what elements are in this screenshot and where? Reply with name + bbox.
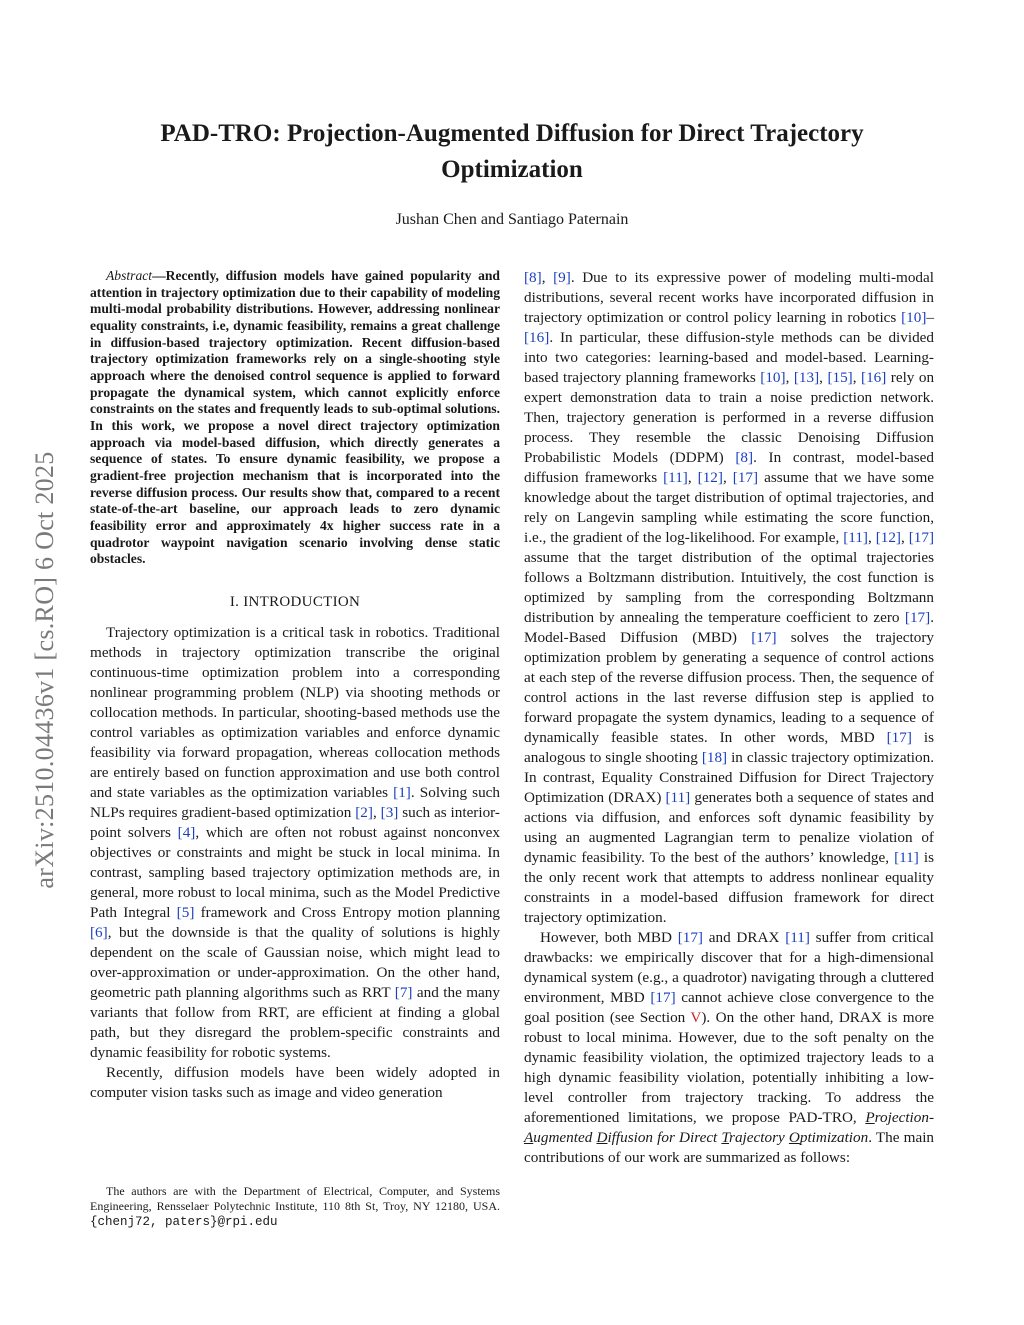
citation-link[interactable]: [13] [793,369,820,386]
paragraph-text: Trajectory optimization is a critical task in robotics. Traditional methods in trajectory optimization transcribe the original continuous-time optimization problem into a corresponding nonlinear programming problem (NLP) via shooting methods or collocation methods. In particular, shooting-based methods use the control variables as optimization variables and enforce dynamic feasibility via forward propagation, whereas collocation methods are entirely based on function approximation and use both control and state variables as the optimization variables [90,623,500,801]
paragraph-text: and DRAX [703,929,786,946]
citation-link[interactable]: [9] [553,269,571,286]
paragraph-text: cannot achieve close convergence to the goal position (see Section [524,989,934,1026]
paragraph-text: is the only recent work that attempts to address nonlinear equality constraints in a model-based diffusion framework for direct trajectory optimization. [524,849,934,926]
paragraph-text: O [788,1129,800,1146]
paragraph-text: solves the trajectory optimization problem by generating a sequence of control actions at each step of the reverse diffusion process. Then, the sequence of control actions in the last reverse diffusion step is applied to forward propagate the system dynamics, leading to a sequence of dynamically feasible states. In other words, MBD [524,629,934,746]
arxiv-identifier-stamp [30,380,60,960]
left-column-body [90,623,500,1103]
right-column-body [524,268,934,1168]
citation-link[interactable]: [12] [875,529,901,546]
paragraph-text: However, both MBD [540,929,678,946]
citation-link[interactable]: [11] [843,529,868,546]
paragraph-text: . The main contributions of our work are summarized as follows: [524,1129,935,1166]
citation-link[interactable]: [17] [904,609,931,626]
paragraph-text: P [865,1109,875,1126]
paragraph-text: is analogous to single shooting [524,729,934,766]
paragraph-text: , [722,469,733,486]
paragraph-text: T [721,1129,730,1146]
right-column [524,268,934,1168]
abstract-text: Recently, diffusion models have gained popularity and attention in trajectory optimization due to their capability of modeling multi-modal probability distributions. However, addressing nonlinear equality constraints, i.e, dynamic feasibility, remains a great challenge in diffusion-based trajectory optimization. Recent diffusion-based trajectory optimization frameworks rely on a single-shooting style approach where the denoised control sequence is applied to forward propagate the dynamical system, which cannot explicitly enforce constraints on the states and frequently leads to sub-optimal solutions. In this work, we propose a novel direct trajectory optimization approach via model-based diffusion, which directly generates a sequence of states. To ensure dynamic feasibility, we propose a gradient-free projection mechanism that is incorporated into the reverse diffusion process. Our results show that, compared to a recent state-of-the-art baseline, our approach leads to zero dynamic feasibility error and approximately 4x higher success rate in a quadrotor waypoint navigation scenario involving dense static obstacles. [90,268,500,567]
paragraph-text: A [524,1129,534,1146]
author-emails: {chenj72, paters}@rpi.edu [90,1215,278,1229]
paragraph-text: rojection- [874,1109,934,1126]
left-column-paragraph [90,1063,500,1103]
citation-link[interactable]: [8] [735,449,754,466]
citation-link[interactable]: [11] [894,849,919,866]
paragraph-text: generates both a sequence of states and actions via diffusion, and enforces soft dynamic feasibility by using an augmented Lagrangian term to penalize violation of dynamic feasibility. To the best of the authors’ knowledge, [524,789,935,866]
paragraph-text: , [901,529,909,546]
citation-link[interactable]: [17] [908,529,935,546]
paragraph-text: rajectory [729,1129,789,1146]
citation-link[interactable]: [3] [380,803,399,821]
citation-link[interactable]: [2] [355,803,373,821]
paper-title: PAD-TRO: Projection-Augmented Diffusion for Direct Trajectory Optimization [160,120,864,183]
section-heading-introduction: I. INTRODUCTION [229,593,361,610]
citation-link[interactable]: [12] [697,469,723,486]
paragraph-text: iffusion for Direct [607,1129,722,1146]
citation-link[interactable]: [18] [701,749,728,766]
citation-link[interactable]: [11] [665,789,691,806]
paragraph-text: rely on expert demonstration data to train a noise prediction network. Then, trajectory generation is performed in a reverse diffusion process. They resemble the classic Denoising Diffusion Probabilistic Models (DDPM) [524,369,935,466]
paragraph-text: and the many variants that follow from RRT, are efficient at finding a global path, but they disregard the problem-specific constraints and dynamic feasibility for robotic systems. [90,983,500,1061]
paragraph-text: . In contrast, model-based diffusion frameworks [524,449,935,486]
paragraph-text: ugmented [533,1129,597,1146]
citation-link[interactable]: [6] [90,923,108,941]
section-reference-link[interactable]: V [690,1009,702,1026]
paragraph-text: . Solving such NLPs requires gradient-based optimization [90,783,500,821]
left-column-paragraph [90,623,500,1063]
citation-link[interactable]: [7] [394,983,413,1001]
paragraph-text: . Model-Based Diffusion (MBD) [524,609,934,646]
citation-link[interactable]: [4] [177,823,196,841]
citation-link[interactable]: [5] [176,903,195,921]
paragraph-text: framework and Cross Entropy motion planning [194,903,500,921]
right-column-paragraph [524,928,934,1168]
citation-link[interactable]: [10] [901,309,927,326]
paragraph-text: – [926,309,934,326]
citation-link[interactable]: [11] [663,469,688,486]
paragraph-text: in classic trajectory optimization. In contrast, Equality Constrained Diffusion for Direct Trajectory Optimization (DRAX) [524,749,934,806]
paragraph-text: , but the downside is that the quality of solutions is highly dependent on the scale of Gaussian noise, which might lead to over-approximation or under-approximation. On the other hand, geometric path planning algorithms such as RRT [90,923,500,1001]
paragraph-text: , [541,269,554,286]
citation-link[interactable]: [8] [524,269,542,286]
paragraph-text: , [867,529,876,546]
citation-link[interactable]: [17] [751,629,777,646]
citation-link[interactable]: [16] [861,369,887,386]
citation-link[interactable]: [15] [827,369,853,386]
citation-link[interactable]: [16] [524,329,550,346]
paragraph-text: D [596,1129,608,1146]
paragraph-text: , which are often not robust against nonconvex objectives or constraints and might be stuck in local minima. In contrast, sampling based trajectory optimization methods are, in general, more robust to local minima, such as the Model Predictive Path Integral [90,823,500,921]
paragraph-text: , [852,369,862,386]
citation-link[interactable]: [11] [785,929,810,946]
paragraph-text: , [372,803,381,821]
citation-link[interactable]: [1] [393,783,411,801]
paragraph-text: . Due to its expressive power of modeling multi-modal distributions, several recent works have incorporated diffusion in trajectory optimization or control policy learning in robotics [524,269,934,326]
citation-link[interactable]: [17] [732,469,759,486]
paragraph-text: assume that the target distribution of the optimal trajectories follows a Boltzmann distribution. Intuitively, the cost function is optimized by sampling from the corresponding Boltzmann distribution by annealing the temperature coefficient to zero [524,549,934,626]
left-column [90,268,500,1103]
paper-authors: Jushan Chen and Santiago Paternain [395,211,629,228]
citation-link[interactable]: [10] [760,369,786,386]
paragraph-text: suffer from critical drawbacks: we empirically discover that for a high-dimensional dynamical system (e.g., a quadrotor) navigating through a cluttered environment, MBD [524,929,934,1006]
paragraph-text: such as interior-point solvers [90,803,500,841]
paragraph-text: , [819,369,828,386]
citation-link[interactable]: [17] [650,989,676,1006]
paragraph-text: . In particular, these diffusion-style methods can be divided into two categories: learning-based and model-based. Learning-based trajectory planning frameworks [524,329,934,386]
author-affiliation-footnote [90,1184,500,1230]
citation-link[interactable]: [17] [677,929,703,946]
footnote-text: The authors are with the Department of Electrical, Computer, and Systems Engineering, Rensselaer Polytechnic Institute, 110 8th St, Troy, NY 12180, USA. [90,1184,500,1213]
paragraph-text: assume that we have some knowledge about the target distribution of optimal trajectories, and rely on Langevin sampling while estimating the score function, i.e., the gradient of the log-likelihood. For example, [524,469,934,546]
paragraph-text: Recently, diffusion models have been widely adopted in computer vision tasks such as image and video generation [90,1063,500,1101]
paragraph-text: ptimization [799,1129,869,1146]
paragraph-text: , [687,469,698,486]
paragraph-text: , [785,369,794,386]
right-column-paragraph [524,268,934,928]
abstract-label: Abstract [106,268,153,283]
abstract: Abstract—Recently, diffusion models have gained popularity and attention in trajectory optimization due to their capability of modeling multi-modal probability distributions. However, addressing nonlinear equality constraints, i.e, dynamic feasibility, remains a great challenge in diffusion-based trajectory optimization. Recent diffusion-based trajectory optimization frameworks rely on a single-shooting style approach where the denoised control sequence is applied to forward propagate the dynamical system, which cannot explicitly enforce constraints on the states and frequently leads to sub-optimal solutions. In this work, we propose a novel direct trajectory optimization approach via model-based diffusion, which directly generates a sequence of states. To ensure dynamic feasibility, we propose a gradient-free projection mechanism that is incorporated into the reverse diffusion process. Our results show that, compared to a recent state-of-the-art baseline, our approach leads to zero dynamic feasibility error and approximately 4x higher success rate in a quadrotor waypoint navigation scenario involving dense static obstacles. [90,268,500,567]
paragraph-text: ). On the other hand, DRAX is more robust to local minima. However, due to the soft penalty on the dynamic feasibility violation, the optimized trajectory leads to a high dynamic feasibility violation, potentially inhibiting a low-level controller from trajectory tracking. To address the aforementioned limitations, we propose PAD-TRO, [524,1009,934,1126]
citation-link[interactable]: [17] [886,729,912,746]
arxiv-identifier-text: arXiv:2510.04436v1 [cs.RO] 6 Oct 2025 [30,451,59,889]
